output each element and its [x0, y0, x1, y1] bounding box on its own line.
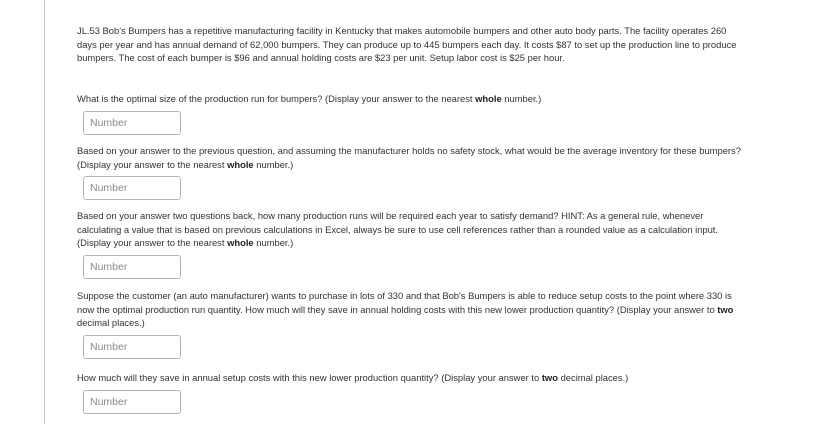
emphasis-whole: whole	[227, 237, 254, 248]
question-content	[77, 24, 745, 383]
question-3	[77, 209, 745, 279]
answer-4-input[interactable]	[83, 335, 181, 359]
question-1	[77, 92, 745, 135]
question-5	[77, 371, 745, 414]
emphasis-whole: whole	[227, 158, 254, 170]
question-1-text: What is the optimal size of the production run for bumpers? (Display your answer to the nearest whole number.)	[77, 93, 542, 104]
emphasis-two: two	[541, 372, 558, 383]
question-2-text: Based on your answer to the previous question, and assuming the manufacturer holds no safety stock, what would be the average inventory for these bumpers? (Display your answer to the nearest whole number.)	[77, 145, 741, 170]
problem-statement: JL.53 Bob's Bumpers has a repetitive manufacturing facility in Kentucky that makes automobile bumpers and other auto body parts. The facility operates 260 days per year and has annual demand of 62,000 bumpers. They can produce up to 445 bumpers each day. It costs $87 to set up the production line to produce bumpers. The cost of each bumper is $96 and annual holding costs are $23 per unit. Setup labor cost is $25 per hour.	[77, 25, 737, 63]
left-border-divider	[44, 0, 45, 424]
question-2	[77, 144, 745, 200]
emphasis-whole: whole	[475, 93, 502, 104]
question-3-text: Based on your answer two questions back, how many production runs will be required each year to satisfy demand? HINT: As a general rule, whenever calculating a value that is based on previous calculations in Excel, always be sure to use cell references rather than a rounded value as a calculation input. (Display your answer to the nearest whole number.)	[77, 210, 719, 248]
question-5-text: How much will they save in annual setup costs with this new lower production quantity? (Display your answer to two decimal places.)	[77, 372, 629, 383]
question-4-text: Suppose the customer (an auto manufacturer) wants to purchase in lots of 330 and that Bob's Bumpers is able to reduce setup costs to the point where 330 is now the optimal production run quantity. How much will they save in annual holding costs with this new lower production quantity? (Display your answer to two decimal places.)	[77, 290, 734, 328]
answer-1-input[interactable]	[83, 111, 181, 135]
question-4	[77, 289, 745, 359]
answer-3-input[interactable]	[83, 255, 181, 279]
answer-5-input[interactable]	[83, 390, 181, 414]
emphasis-two: two	[717, 303, 734, 315]
answer-2-input[interactable]	[83, 176, 181, 200]
